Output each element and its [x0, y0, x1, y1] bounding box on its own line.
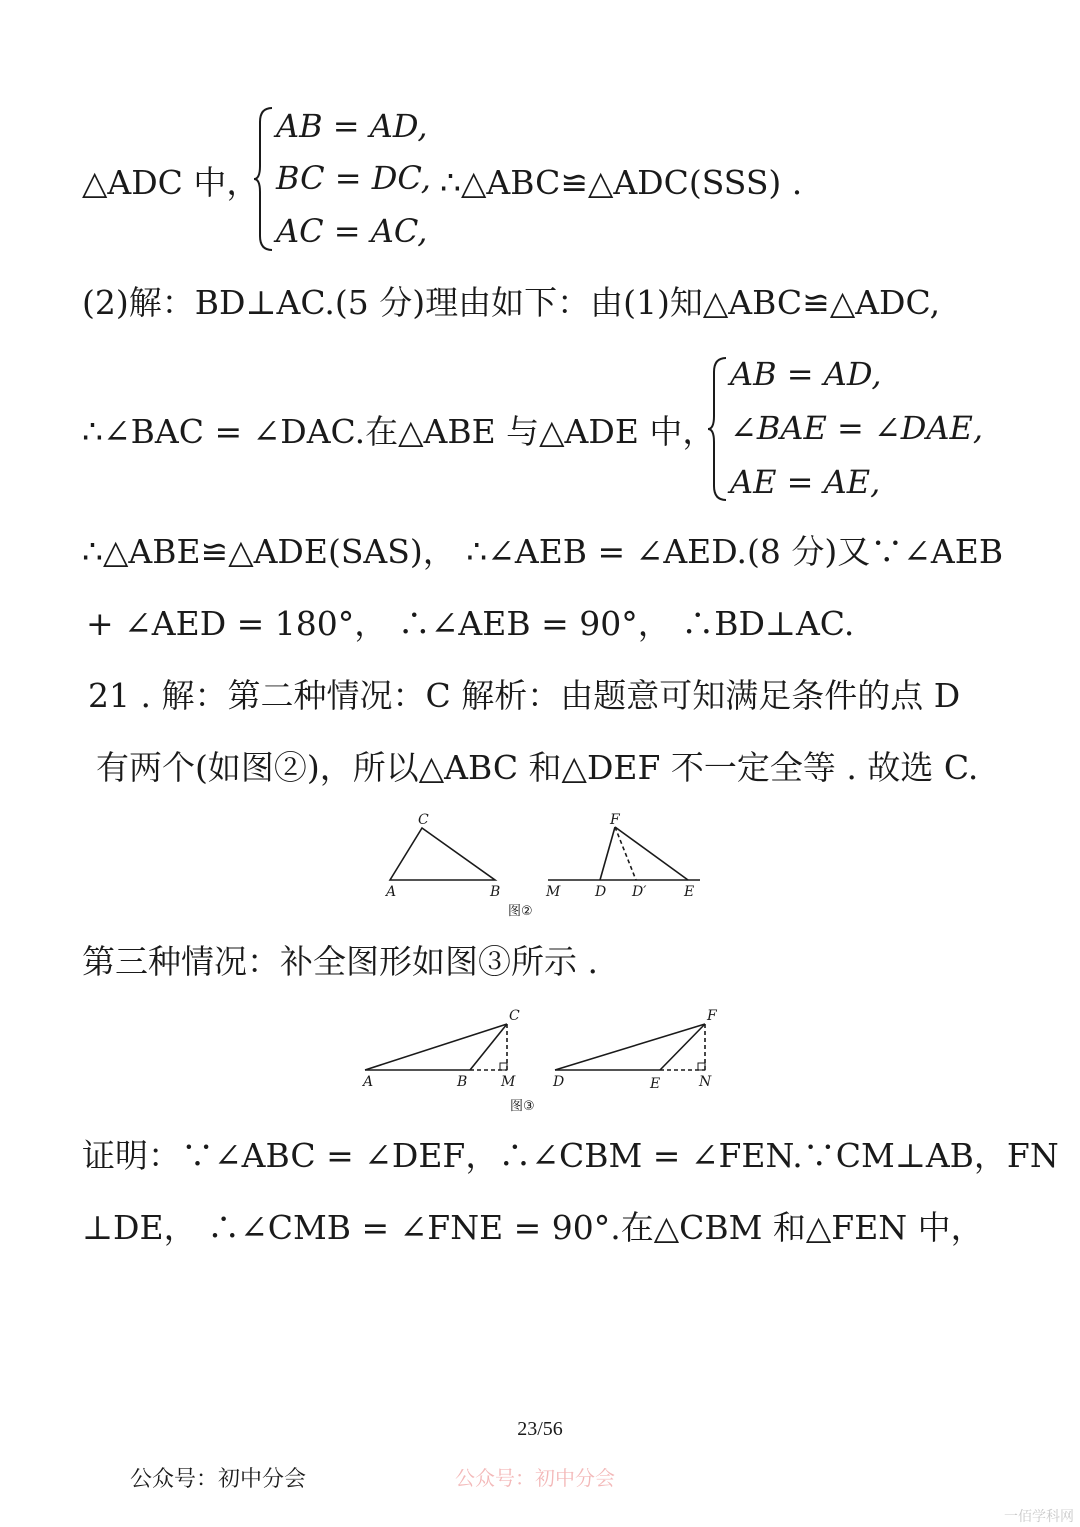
footer-source-text: 公众号：初中分会 — [130, 1467, 307, 1492]
left-brace-icon — [252, 104, 276, 254]
page-number: 23/56 — [517, 1418, 563, 1440]
sas-line: ∴△ABE≌△ADE(SAS)， ∴∠AEB = ∠AED.(8 分)又∵∠AEB — [82, 532, 1004, 571]
system-prefix-text: △ADC 中， — [82, 163, 260, 202]
corner-watermark: 一佰学科网 — [1004, 1509, 1074, 1525]
equation-line: AB = AD, — [730, 355, 882, 393]
label-d: D — [595, 884, 607, 900]
right-angle-mark — [698, 1063, 705, 1070]
label-a: A — [386, 884, 397, 900]
equation-line: ∠BAE = ∠DAE, — [730, 409, 984, 447]
label-b: B — [457, 1074, 468, 1090]
left-brace-icon — [706, 354, 730, 504]
label-b: B — [490, 884, 501, 900]
label-n: N — [699, 1074, 712, 1090]
footer-watermark: 公众号：初中分会 — [455, 1466, 615, 1490]
label-f: F — [707, 1008, 717, 1024]
segment-df — [600, 827, 615, 880]
proof-line: 证明：∵∠ABC = ∠DEF，∴∠CBM = ∠FEN.∵CM⊥AB，FN — [82, 1136, 1059, 1175]
part2-line: (2)解：BD⊥AC.(5 分)理由如下：由(1)知△ABC≌△ADC, — [82, 283, 941, 322]
case-3-line: 第三种情况：补全图形如图③所示 . — [82, 942, 598, 981]
label-f: F — [610, 812, 620, 828]
triangle-abc — [390, 828, 495, 880]
label-e: E — [684, 884, 695, 900]
congruence-conclusion: ∴△ABC≌△ADC(SSS) . — [440, 163, 803, 202]
label-m: M — [546, 884, 561, 900]
figure-caption: 图② — [508, 904, 533, 919]
proof-line-2: ⊥DE， ∴∠CMB = ∠FNE = 90°.在△CBM 和△FEN 中， — [82, 1208, 984, 1247]
label-c: C — [509, 1008, 520, 1024]
answer-line: 有两个(如图②)，所以△ABC 和△DEF 不一定全等 . 故选 C. — [96, 748, 979, 787]
right-angle-mark — [500, 1063, 507, 1070]
equation-line: AE = AE, — [730, 463, 881, 501]
system2-prefix-text: ∴∠BAC = ∠DAC.在△ABE 与△ADE 中， — [82, 412, 716, 451]
label-d: D — [553, 1074, 565, 1090]
question-21-line: 21 . 解：第二种情况：C 解析：由题意可知满足条件的点 D — [88, 676, 961, 715]
figure-3 — [355, 1006, 735, 1118]
label-c: C — [418, 812, 429, 828]
label-m: M — [501, 1074, 516, 1090]
label-d-prime: D′ — [632, 884, 647, 900]
figure-caption: 图③ — [510, 1099, 535, 1114]
segment-ac — [365, 1024, 507, 1070]
equation-line: AB = AD, — [276, 107, 428, 145]
label-a: A — [363, 1074, 374, 1090]
angle-sum-line: + ∠AED = 180°， ∴∠AEB = 90°， ∴BD⊥AC. — [86, 604, 855, 643]
equation-line: AC = AC, — [276, 212, 428, 250]
figure-2 — [370, 808, 710, 923]
label-e: E — [650, 1076, 661, 1092]
equation-line: BC = DC, — [276, 159, 431, 197]
